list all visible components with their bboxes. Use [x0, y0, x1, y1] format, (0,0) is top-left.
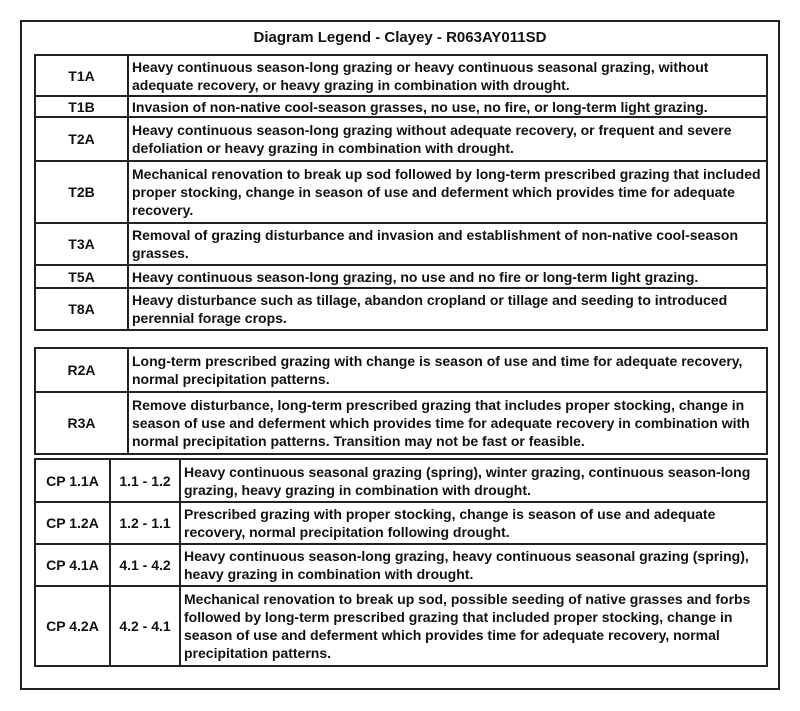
transition-description: Invasion of non-native cool-season grasses, no use, no fire, or long-term light grazing. — [128, 96, 767, 117]
table-row — [35, 392, 767, 454]
transition-code: T2B — [35, 161, 128, 223]
pathway-description: Prescribed grazing with proper stocking, change is season of use and adequate recovery, normal precipitation following drought. — [180, 502, 767, 544]
restoration-code: R2A — [35, 348, 128, 392]
transition-code: T8A — [35, 288, 128, 330]
restoration-description: Remove disturbance, long-term prescribed grazing that includes proper stocking, change in season of use and deferment which provides time for adequate recovery in combination with normal precipitation patterns. Transition may not be fast or feasible. — [128, 392, 767, 454]
transition-code: T1B — [35, 96, 128, 117]
transition-description: Heavy continuous season-long grazing without adequate recovery, or frequent and severe defoliation or heavy grazing in combination with drought. — [128, 117, 767, 161]
pathway-description: Heavy continuous seasonal grazing (spring), winter grazing, continuous season-long grazing, heavy grazing in combination with drought. — [180, 459, 767, 502]
restorations-table — [34, 347, 768, 455]
pathway-range: 1.1 - 1.2 — [110, 459, 180, 502]
restoration-description: Long-term prescribed grazing with change is season of use and time for adequate recovery, normal precipitation patterns. — [128, 348, 767, 392]
table-row — [35, 96, 767, 117]
pathway-code: CP 1.1A — [35, 459, 110, 502]
community-pathways-table — [34, 458, 768, 667]
pathway-code: CP 4.1A — [35, 544, 110, 586]
transition-description: Mechanical renovation to break up sod followed by long-term prescribed grazing that included proper stocking, change in season of use and deferment which provides time for adequate recovery. — [128, 161, 767, 223]
pathway-range: 4.2 - 4.1 — [110, 586, 180, 666]
table-row — [35, 161, 767, 223]
table-row — [35, 502, 767, 544]
transition-code: T2A — [35, 117, 128, 161]
pathway-description: Heavy continuous season-long grazing, heavy continuous seasonal grazing (spring), heavy grazing in combination with drought. — [180, 544, 767, 586]
restoration-code: R3A — [35, 392, 128, 454]
pathway-code: CP 4.2A — [35, 586, 110, 666]
transition-code: T3A — [35, 223, 128, 265]
table-row — [35, 544, 767, 586]
pathway-description: Mechanical renovation to break up sod, possible seeding of native grasses and forbs followed by long-term prescribed grazing that included proper stocking, change in season of use and deferment which provides time for adequate recovery, normal precipitation patterns. — [180, 586, 767, 666]
table-row — [35, 586, 767, 666]
transition-description: Removal of grazing disturbance and invasion and establishment of non-native cool-season grasses. — [128, 223, 767, 265]
table-row — [35, 223, 767, 265]
table-row — [35, 459, 767, 502]
pathway-range: 4.1 - 4.2 — [110, 544, 180, 586]
table-row — [35, 265, 767, 288]
transitions-table — [34, 54, 768, 331]
table-row — [35, 288, 767, 330]
table-row — [35, 348, 767, 392]
transition-code: T5A — [35, 265, 128, 288]
legend-frame — [20, 20, 780, 690]
transition-code: T1A — [35, 55, 128, 96]
table-row — [35, 117, 767, 161]
legend-title: Diagram Legend - Clayey - R063AY011SD — [253, 29, 547, 46]
transition-description: Heavy disturbance such as tillage, abandon cropland or tillage and seeding to introduced perennial forage crops. — [128, 288, 767, 330]
pathway-range: 1.2 - 1.1 — [110, 502, 180, 544]
table-row — [35, 55, 767, 96]
transition-description: Heavy continuous season-long grazing, no use and no fire or long-term light grazing. — [128, 265, 767, 288]
pathway-code: CP 1.2A — [35, 502, 110, 544]
transition-description: Heavy continuous season-long grazing or heavy continuous seasonal grazing, without adequate recovery, or heavy grazing in combination with drought. — [128, 55, 767, 96]
